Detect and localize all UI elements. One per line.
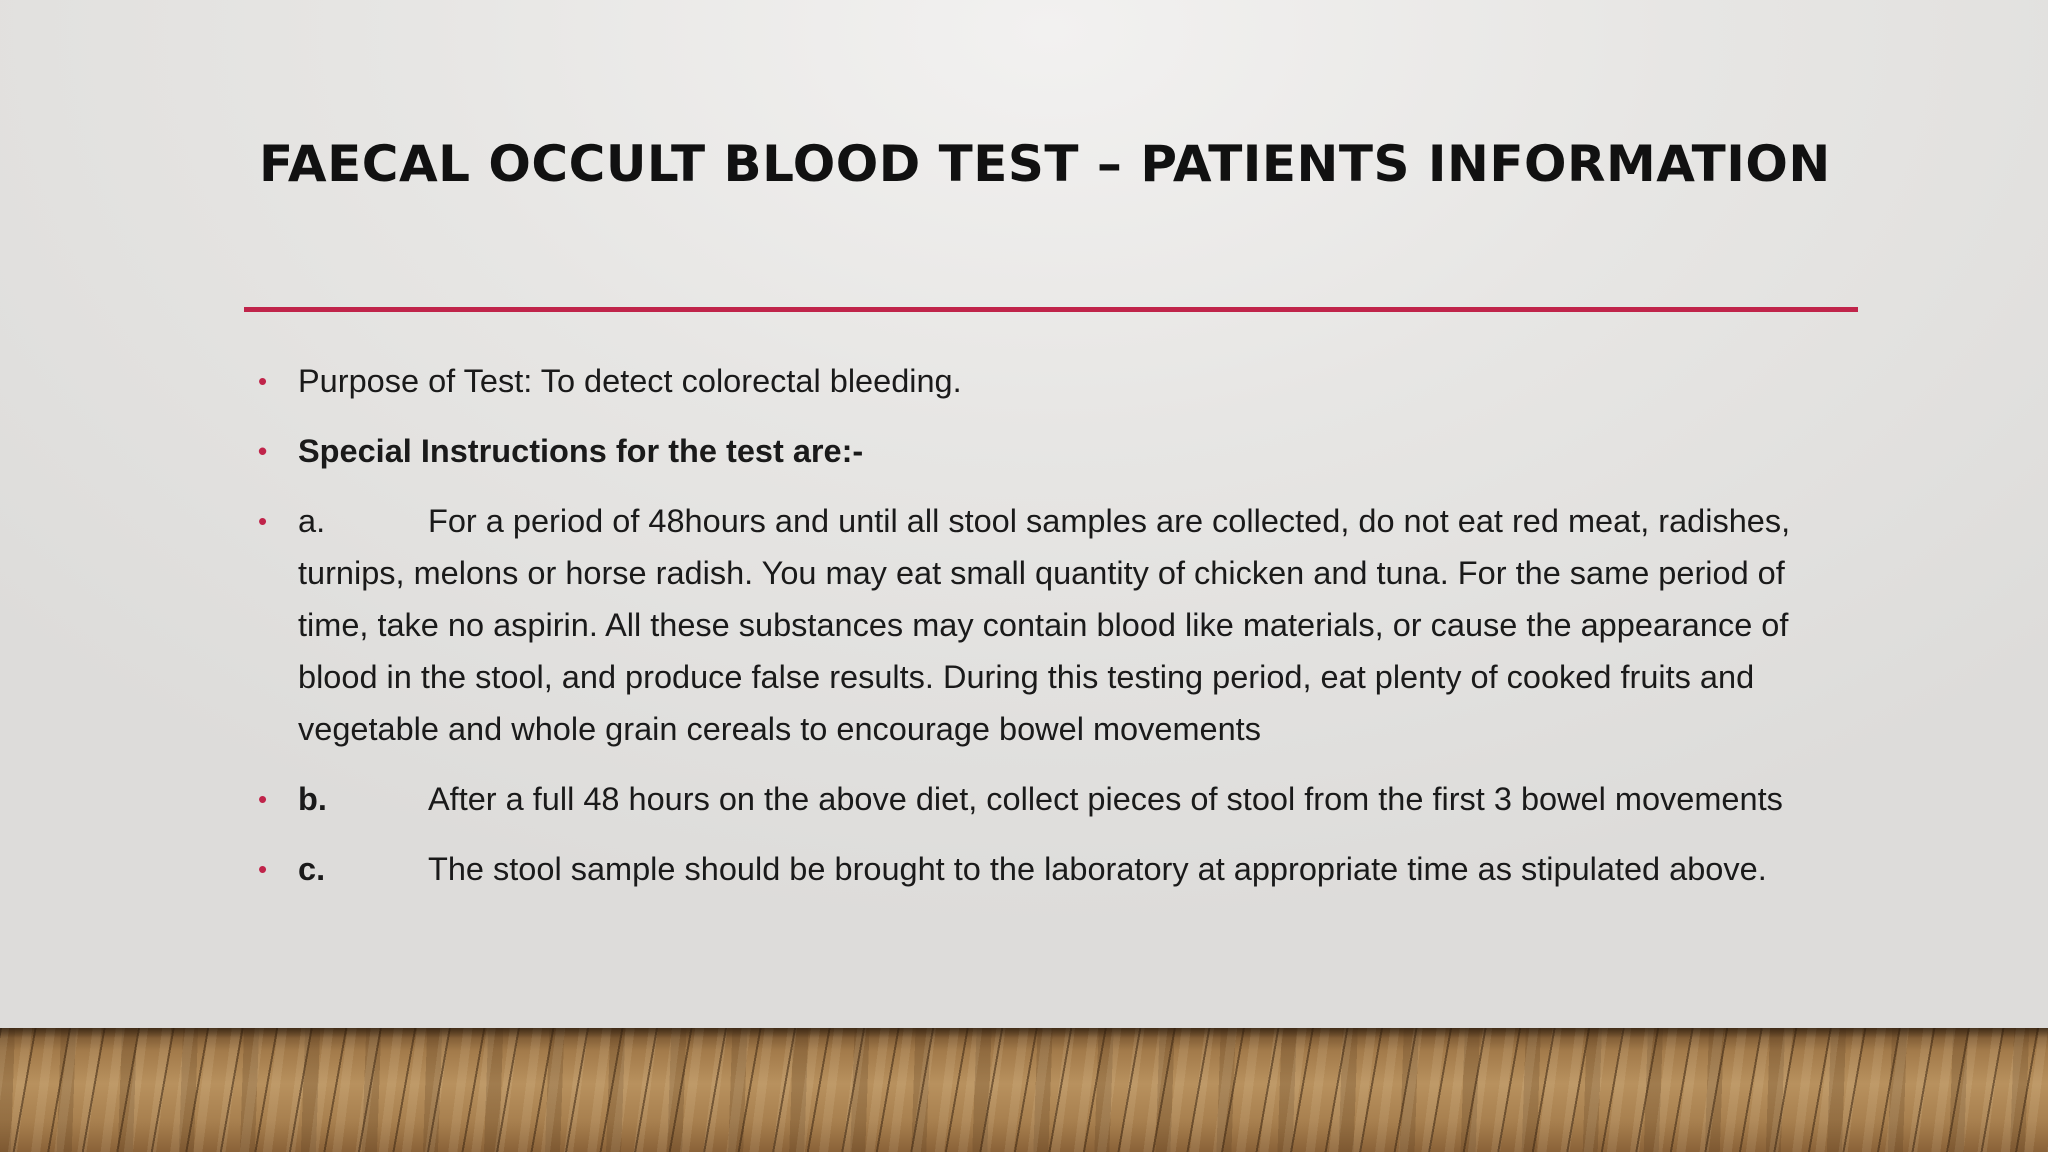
bullet-text: After a full 48 hours on the above diet, collect pieces of stool from the first 3 bowel movements [428, 781, 1783, 817]
bullet-text: For a period of 48hours and until all stool samples are collected, do not eat red meat, radishes, turnips, melons or horse radish. You may eat small quantity of chicken and tuna. For the same period of time, take no aspirin. All these substances may contain blood like materials, or cause the appearance of blood in the stool, and produce false results. During this testing period, eat plenty of cooked fruits and vegetable and whole grain cereals to encourage bowel movements [298, 503, 1791, 747]
bullet-text: The stool sample should be brought to the laboratory at appropriate time as stipulated above. [428, 851, 1767, 887]
bullet-dot-icon: • [258, 506, 268, 536]
bullet-marker: a. [298, 503, 326, 539]
bullet-marker: c. [298, 851, 326, 887]
bullet-purpose [258, 355, 1858, 407]
bullet-instruction-b [258, 773, 1858, 825]
bullet-dot-icon: • [258, 784, 268, 814]
title-divider [244, 307, 1858, 312]
bullet-instruction-a [258, 495, 1858, 755]
floor-shadow [0, 1028, 2048, 1038]
bullet-text: Special Instructions for the test are:- [298, 433, 864, 469]
wooden-floor [0, 1028, 2048, 1152]
bullet-text: Purpose of Test: To detect colorectal bleeding. [298, 363, 962, 399]
bullet-instruction-c [258, 843, 1858, 895]
slide-title: FAECAL OCCULT BLOOD TEST – PATIENTS INFORMATION [259, 135, 1831, 193]
bullet-marker: b. [298, 781, 327, 817]
bullet-dot-icon: • [258, 436, 268, 466]
bullet-dot-icon: • [258, 854, 268, 884]
bullet-special-instructions [258, 425, 1858, 477]
bullet-dot-icon: • [258, 366, 268, 396]
bullet-list [258, 355, 1858, 913]
